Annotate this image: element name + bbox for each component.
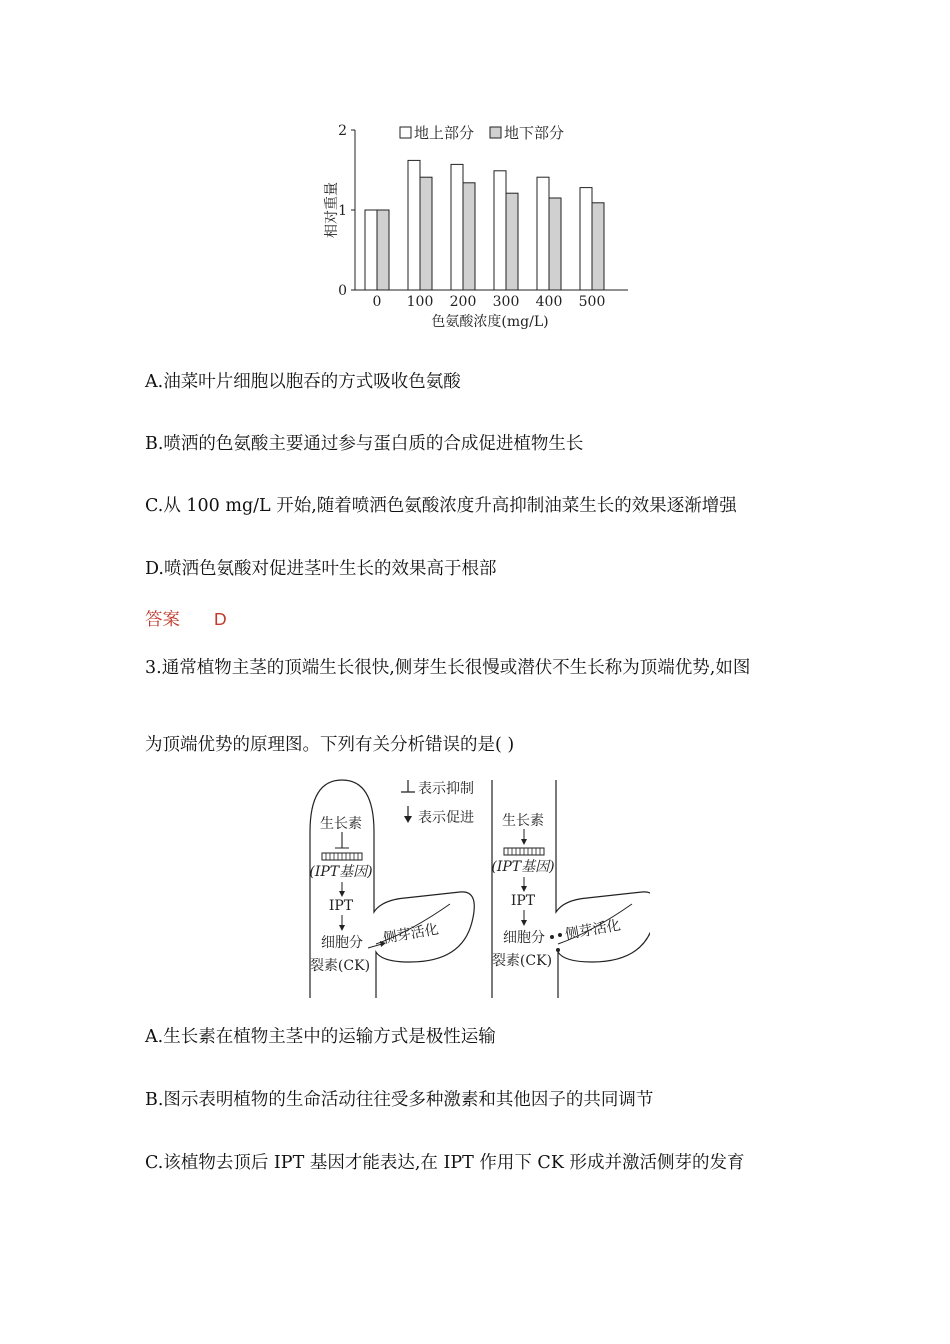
bars — [365, 160, 604, 290]
left-gene-bar — [322, 853, 362, 860]
left-bud-activation-label: 侧芽活化 — [381, 921, 440, 947]
bar-below-ground-300 — [506, 193, 518, 290]
answer-letter: D — [214, 609, 227, 629]
y-tick-label: 0 — [338, 283, 347, 299]
right-ipt-gene-label: (IPT基因) — [491, 859, 555, 875]
x-tick-label: 400 — [535, 294, 563, 310]
legend-swatch-above — [400, 127, 411, 138]
bar-above-ground-400 — [537, 177, 549, 290]
left-ck-label-1: 细胞分 — [321, 935, 363, 951]
legend-inhibit-label: 表示抑制 — [418, 781, 474, 797]
right-ck-label-2: 裂素(CK) — [491, 953, 553, 969]
right-ck-label-1: 细胞分 — [503, 930, 545, 946]
bar-above-ground-300 — [494, 171, 506, 290]
bar-below-ground-200 — [463, 183, 475, 290]
left-ck-label-2: 裂素(CK) — [309, 958, 371, 974]
y-tick-label: 1 — [338, 203, 347, 219]
option-q2-a: A.油菜叶片细胞以胞吞的方式吸收色氨酸 — [145, 372, 461, 392]
legend-swatch-below — [490, 127, 501, 138]
x-tick-label: 500 — [578, 294, 606, 310]
y-tick-label: 2 — [338, 123, 347, 139]
diagram-legend — [401, 780, 474, 826]
option-q3-a: A.生长素在植物主茎中的运输方式是极性运输 — [145, 1027, 496, 1047]
question3-line1: 3.通常植物主茎的顶端生长很快,侧芽生长很慢或潜伏不生长称为顶端优势,如图 — [145, 658, 751, 678]
legend — [400, 124, 564, 142]
y-ticks — [338, 123, 355, 299]
apical-dominance-diagram — [300, 772, 650, 1004]
option-q3-b: B.图示表明植物的生命活动往往受多种激素和其他因子的共同调节 — [145, 1090, 654, 1110]
option-q2-b: B.喷洒的色氨酸主要通过参与蛋白质的合成促进植物生长 — [145, 434, 584, 454]
x-tick-label: 100 — [406, 294, 434, 310]
right-auxin-label: 生长素 — [502, 813, 544, 829]
y-axis-label: 相对重量 — [324, 182, 340, 238]
option-q2-d: D.喷洒色氨酸对促进茎叶生长的效果高于根部 — [145, 559, 497, 579]
x-ticks — [373, 294, 606, 310]
right-gene-bar — [504, 848, 544, 855]
option-q2-c: C.从 100 mg/L 开始,随着喷洒色氨酸浓度升高抑制油菜生长的效果逐渐增强 — [145, 496, 737, 516]
right-bud-activation-label: 侧芽活化 — [563, 917, 622, 943]
left-inhibit-arrow — [335, 832, 349, 848]
answer-label: 答案 — [145, 610, 180, 630]
legend-promote-label: 表示促进 — [418, 810, 474, 826]
left-auxin-label: 生长素 — [320, 816, 362, 832]
bar-below-ground-400 — [549, 198, 561, 290]
legend-label-above: 地上部分 — [414, 124, 475, 142]
bar-above-ground-500 — [580, 188, 592, 290]
left-ipt-label: IPT — [328, 898, 354, 914]
legend-label-below: 地下部分 — [504, 124, 565, 142]
bar-above-ground-200 — [451, 164, 463, 290]
x-tick-label: 0 — [372, 294, 382, 310]
answer-q2 — [145, 607, 227, 632]
bar-below-ground-100 — [420, 177, 432, 290]
left-ck-arrow — [368, 944, 382, 948]
option-q3-c: C.该植物去顶后 IPT 基因才能表达,在 IPT 作用下 CK 形成并激活侧芽的发育 — [145, 1153, 745, 1173]
left-ipt-gene-label: (IPT基因) — [309, 864, 373, 880]
x-axis-label: 色氨酸浓度(mg/L) — [431, 314, 549, 330]
ck-dots — [550, 933, 562, 952]
bar-chart — [310, 115, 640, 340]
x-tick-label: 300 — [492, 294, 520, 310]
x-tick-label: 200 — [449, 294, 477, 310]
inhibit-symbol — [401, 780, 415, 792]
bar-above-ground-100 — [408, 160, 420, 290]
right-ipt-label: IPT — [510, 893, 536, 909]
bar-above-ground-0 — [365, 210, 377, 290]
right-plant — [491, 780, 650, 998]
bar-below-ground-0 — [377, 210, 389, 290]
bar-below-ground-500 — [592, 203, 604, 290]
question3-line2: 为顶端优势的原理图。下列有关分析错误的是( ) — [145, 735, 515, 755]
